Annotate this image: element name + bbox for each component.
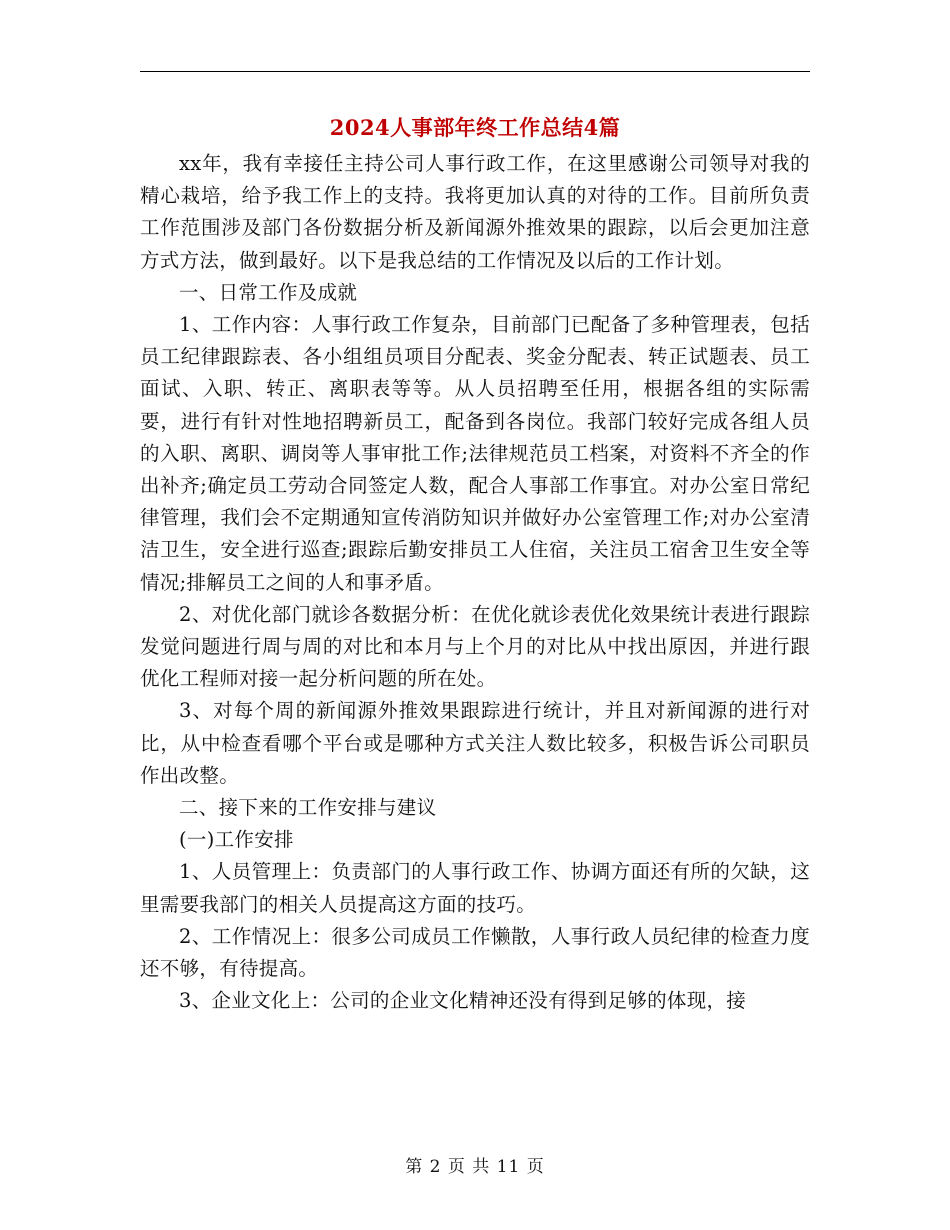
document-title: 2024人事部年终工作总结4篇 — [329, 115, 621, 140]
paragraph-work-situation: 2、工作情况上：很多公司成员工作懒散，人事行政人员纪律的检查力度还不够，有待提高。 — [140, 924, 810, 981]
document-body — [140, 148, 810, 1017]
subheading-work-arrangement: (一)工作安排 — [179, 828, 294, 852]
paragraph-work-content: 1、工作内容：人事行政工作复杂，目前部门已配备了多种管理表，包括员工纪律跟踪表、各小组组员项目分配表、奖金分配表、转正试题表、员工面试、入职、转正、离职表等等。从人员招聘至任用，根据各组的实际需要，进行有针对性地招聘新员工，配备到各岗位。我部门较好完成各组人员的入职、离职、调岗等人事审批工作;法律规范员工档案，对资料不齐全的作出补齐;确定员工劳动合同签定人数，配合人事部工作事宜。对办公室日常纪律管理，我们会不定期通知宣传消防知识并做好办公室管理工作;对办公室清洁卫生，安全进行巡查;跟踪后勤安排员工人住宿，关注员工宿舍卫生安全等情况;排解员工之间的人和事矛盾。 — [140, 313, 810, 594]
section-heading-daily-work: 一、日常工作及成就 — [179, 280, 358, 304]
section-heading-next-plans: 二、接下来的工作安排与建议 — [179, 796, 437, 820]
header-rule — [140, 71, 810, 72]
paragraph-corporate-culture: 3、企业文化上：公司的企业文化精神还没有得到足够的体现，接 — [179, 989, 747, 1013]
paragraph-personnel-management: 1、人员管理上：负责部门的人事行政工作、协调方面还有所的欠缺，这里需要我部门的相关人员提高这方面的技巧。 — [140, 860, 810, 916]
page-footer: 第 2 页 共 11 页 — [405, 1157, 545, 1177]
intro-paragraph: xx年，我有幸接任主持公司人事行政工作，在这里感谢公司领导对我的精心栽培，给予我工作上的支持。我将更加认真的对待的工作。目前所负责工作范围涉及部门各份数据分析及新闻源外推效果的跟踪，以后会更加注意方式方法，做到最好。以下是我总结的工作情况及以后的工作计划。 — [140, 152, 810, 272]
paragraph-news-tracking: 3、对每个周的新闻源外推效果跟踪进行统计，并且对新闻源的进行对比，从中检查看哪个平台或是哪种方式关注人数比较多，积极告诉公司职员作出改整。 — [140, 699, 810, 787]
paragraph-data-analysis: 2、对优化部门就诊各数据分析：在优化就诊表优化效果统计表进行跟踪发觉问题进行周与周的对比和本月与上个月的对比从中找出原因，并进行跟优化工程师对接一起分析问题的所在处。 — [140, 602, 810, 691]
